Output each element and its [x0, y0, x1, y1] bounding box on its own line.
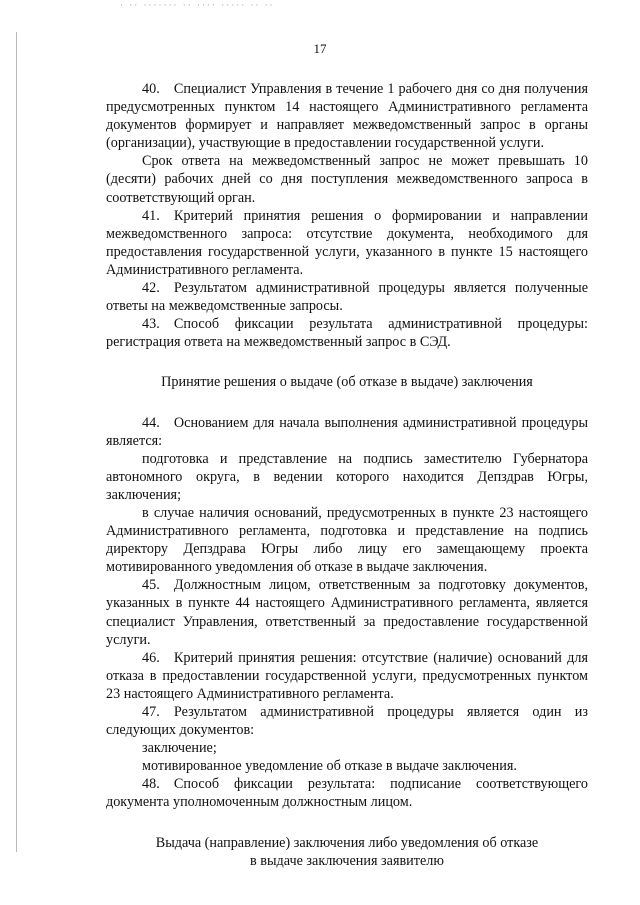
scan-artifact: · ·· ······· ·· ···· ····· ·· ··: [120, 0, 275, 10]
paragraph-43: 43. Способ фиксации результата административной процедуры: регистрация ответа на межведомственный запрос в СЭД.: [106, 316, 588, 351]
paragraph-40: 40. Специалист Управления в течение 1 рабочего дня со дня получения предусмотренных пунктом 14 настоящего Административного регламента документов формирует и направляет межведомственный запрос в органы (организации), участвующие в предоставлении государственной услуги.: [106, 81, 588, 152]
paragraph-46: 46. Критерий принятия решения: отсутствие (наличие) оснований для отказа в предоставлении государственной услуги, предусмотренных пунктом 23 настоящего Административного регламента.: [106, 649, 588, 702]
paragraph-44-item-2: в случае наличия оснований, предусмотренных в пункте 23 настоящего Административного регламента, подготовка и представление на подпись директору Депздрава Югры либо лицу его замещающему проекта мотивированного уведомления об отказе в выдаче заключения.: [106, 504, 588, 576]
paragraph-48: 48. Способ фиксации результата: подписание соответствующего документа уполномоченным должностным лицом.: [106, 776, 588, 811]
scan-edge-line: [16, 32, 17, 852]
section-heading-decision: Принятие решения о выдаче (об отказе в выдаче) заключения: [161, 374, 533, 391]
paragraph-41: 41. Критерий принятия решения о формировании и направлении межведомственного запроса: отсутствие документа, необходимого для предоставления государственной услуги, указанного в пункте 15 настоящего Административного регламента.: [106, 207, 588, 278]
section-heading-issuance-line-1: Выдача (направление) заключения либо уведомления об отказе: [155, 834, 539, 851]
paragraph-45: 45. Должностным лицом, ответственным за подготовку документов, указанных в пункте 44 настоящего Административного регламента, является специалист Управления, ответственный за предоставление государственной услуги.: [106, 577, 588, 648]
paragraph-44-item-1: подготовка и представление на подпись заместителю Губернатора автономного округа, в ведении которого находится Депздрав Югры, заключения;: [106, 450, 588, 503]
document-body: [106, 80, 588, 870]
paragraph-47-item-2: мотивированное уведомление об отказе в выдаче заключения.: [142, 758, 517, 775]
paragraph-44: 44. Основанием для начала выполнения административной процедуры является:: [106, 414, 588, 449]
paragraph-47: 47. Результатом административной процедуры является один из следующих документов:: [106, 704, 588, 739]
paragraph-40-term: Срок ответа на межведомственный запрос не может превышать 10 (десяти) рабочих дней со дня поступления межведомственного запроса в соответствующий орган.: [106, 153, 588, 206]
section-heading-issuance-line-2: в выдаче заключения заявителю: [250, 852, 444, 869]
page-number: 17: [313, 41, 327, 56]
paragraph-42: 42. Результатом административной процедуры является полученные ответы на межведомственные запросы.: [106, 280, 588, 315]
paragraph-47-item-1: заключение;: [142, 740, 217, 757]
